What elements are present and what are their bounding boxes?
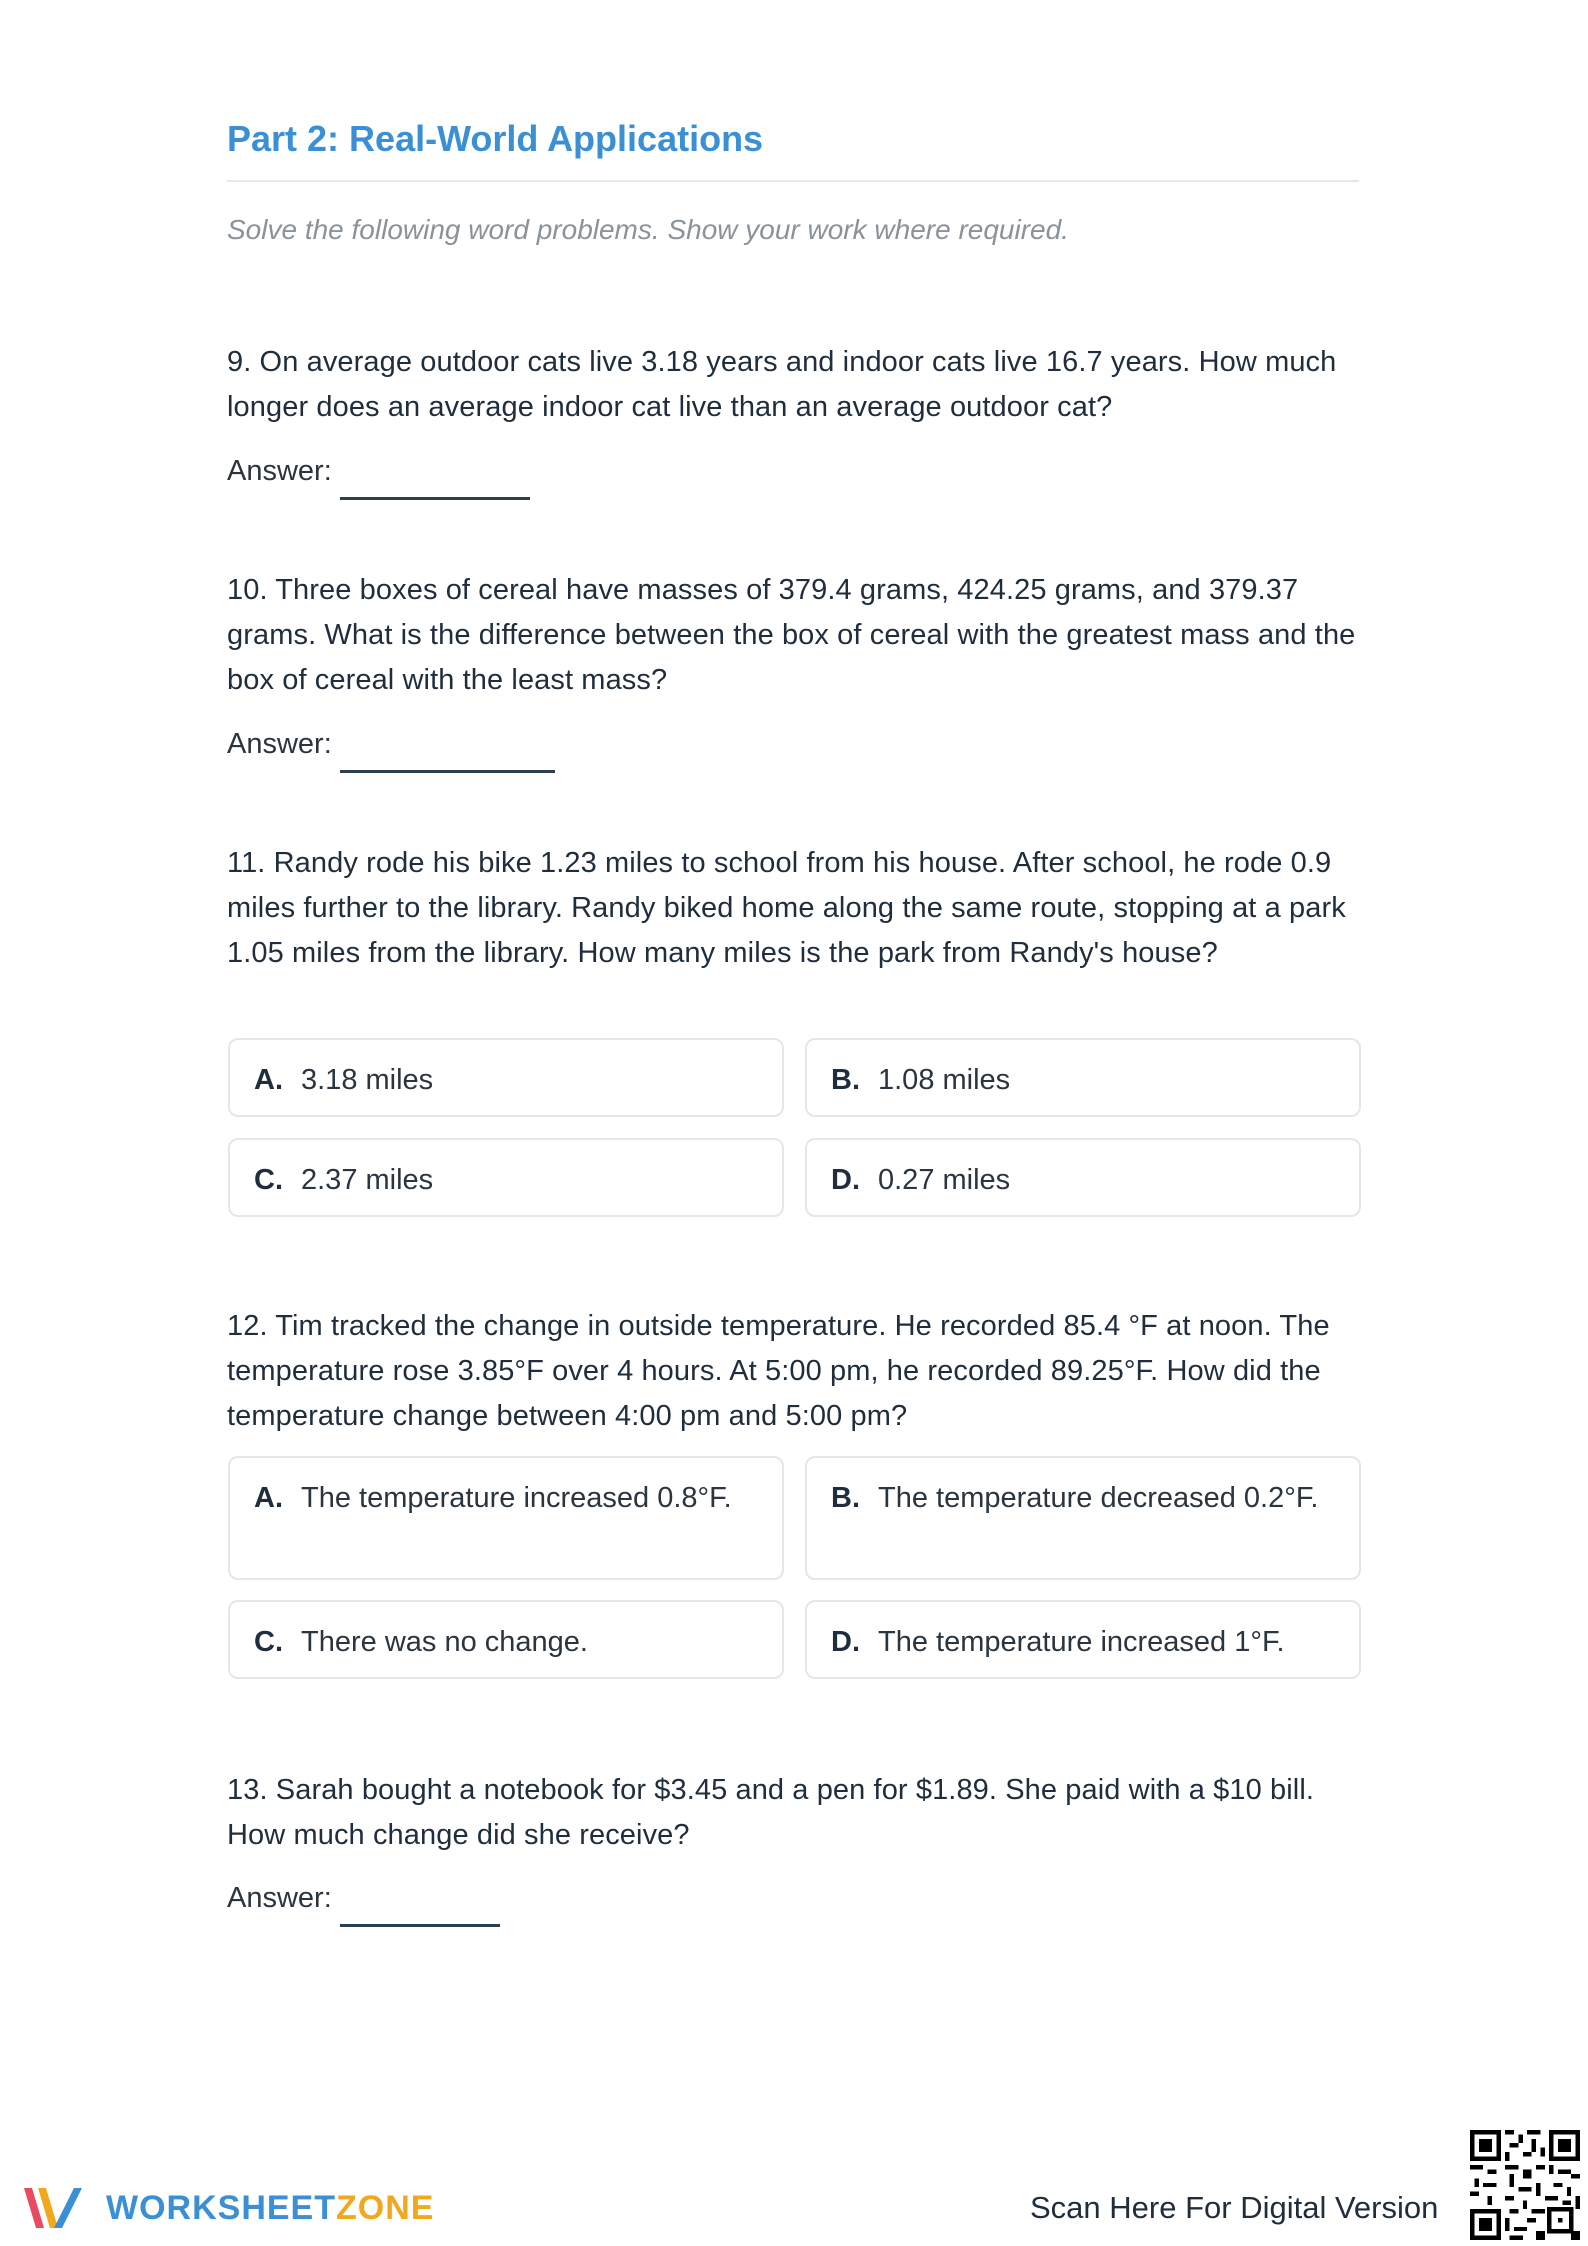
choice-text: The temperature increased 1°F. — [878, 1626, 1285, 1658]
choice-11-d[interactable] — [805, 1138, 1361, 1217]
choice-text: 1.08 miles — [878, 1064, 1011, 1096]
choice-letter: C. — [254, 1164, 283, 1196]
instructions-text: Solve the following word problems. Show your work where required. — [227, 214, 1069, 245]
worksheetzone-logo[interactable] — [20, 2180, 434, 2236]
question-11-text: 11. Randy rode his bike 1.23 miles to school from his house. After school, he rode 0.9 miles further to the library. Randy biked home along the same route, stopping at a park 1.05 miles from the library. How many miles is the park from Randy's house? — [227, 847, 1346, 969]
choice-12-b[interactable] — [805, 1456, 1361, 1580]
scan-here-text: Scan Here For Digital Version — [1030, 2190, 1439, 2225]
choice-letter: B. — [831, 1064, 860, 1096]
logo-wordmark — [106, 2189, 434, 2228]
answer-label: Answer: — [227, 728, 332, 760]
choice-text: There was no change. — [301, 1626, 588, 1658]
logo-word-2: ZONE — [336, 2188, 435, 2227]
question-9-answer — [227, 455, 530, 488]
choice-letter: D. — [831, 1164, 860, 1196]
answer-blank-10[interactable] — [340, 770, 555, 773]
choice-11-c[interactable] — [228, 1138, 784, 1217]
choice-text: The temperature increased 0.8°F. — [301, 1482, 732, 1514]
logo-word-1: WORKSHEET — [106, 2188, 336, 2227]
question-12-text: 12. Tim tracked the change in outside temperature. He recorded 85.4 °F at noon. The temperature rose 3.85°F over 4 hours. At 5:00 pm, he recorded 89.25°F. How did the temperature change between 4:00 pm and 5:00 pm? — [227, 1310, 1330, 1432]
choice-text: The temperature decreased 0.2°F. — [878, 1482, 1319, 1514]
choice-text: 0.27 miles — [878, 1164, 1011, 1196]
question-13-answer — [227, 1882, 500, 1915]
worksheetzone-logo-icon — [20, 2180, 94, 2236]
choice-letter: A. — [254, 1064, 283, 1096]
choice-text: 2.37 miles — [301, 1164, 434, 1196]
choice-11-a[interactable] — [228, 1038, 784, 1117]
choice-12-a[interactable] — [228, 1456, 784, 1580]
question-10-answer — [227, 728, 555, 761]
choice-text: 3.18 miles — [301, 1064, 434, 1096]
choice-12-c[interactable] — [228, 1600, 784, 1679]
question-10-text: 10. Three boxes of cereal have masses of 379.4 grams, 424.25 grams, and 379.37 grams. What is the difference between the box of cereal with the greatest mass and the box of cereal with the least mass? — [227, 574, 1356, 696]
question-9-text: 9. On average outdoor cats live 3.18 years and indoor cats live 16.7 years. How much longer does an average indoor cat live than an average outdoor cat? — [227, 346, 1337, 423]
title-divider — [227, 180, 1359, 182]
choice-letter: C. — [254, 1626, 283, 1658]
choice-letter: B. — [831, 1482, 860, 1514]
answer-blank-13[interactable] — [340, 1924, 500, 1927]
choice-12-d[interactable] — [805, 1600, 1361, 1679]
choice-11-b[interactable] — [805, 1038, 1361, 1117]
choice-letter: D. — [831, 1626, 860, 1658]
answer-blank-9[interactable] — [340, 497, 530, 500]
answer-label: Answer: — [227, 455, 332, 487]
qr-code-icon[interactable] — [1470, 2130, 1580, 2240]
section-title: Part 2: Real-World Applications — [227, 118, 764, 159]
answer-label: Answer: — [227, 1882, 332, 1914]
question-13-text: 13. Sarah bought a notebook for $3.45 and a pen for $1.89. She paid with a $10 bill. How much change did she receive? — [227, 1774, 1315, 1851]
choice-letter: A. — [254, 1482, 283, 1514]
